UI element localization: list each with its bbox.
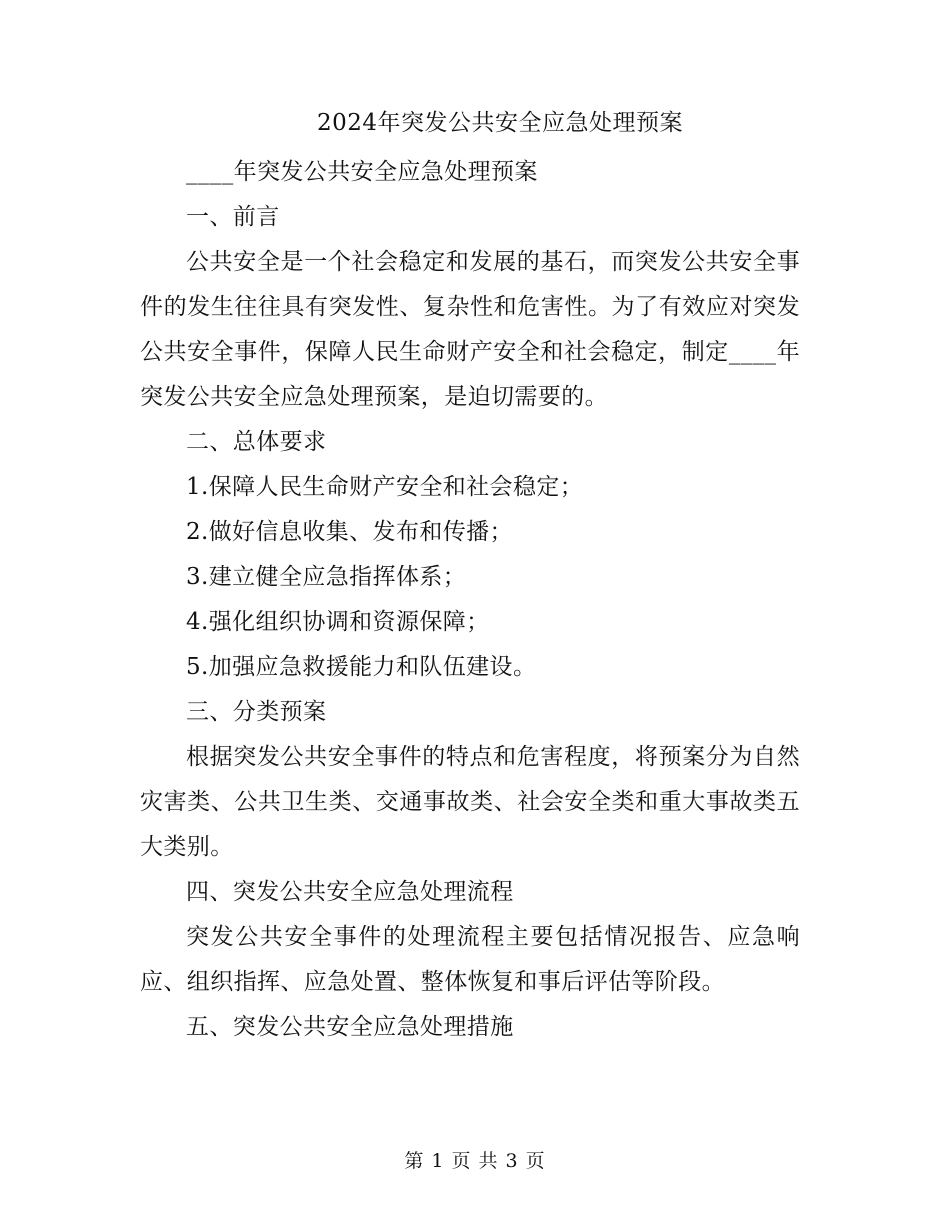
process-paragraph: 突发公共安全事件的处理流程主要包括情况报告、应急响应、组织指挥、应急处置、整体恢复和事后评估等阶段。 [140,924,800,995]
section-heading-measures: 五、突发公共安全应急处理措施 [186,1014,514,1040]
requirement-item-3: 3.建立健全应急指挥体系； [186,564,467,590]
preface-paragraph: 公共安全是一个社会稳定和发展的基石，而突发公共安全事件的发生往往具有突发性、复杂性和危害性。为了有效应对突发公共安全事件，保障人民生命财产安全和社会稳定，制定____年突发公共安全应急处理预案，是迫切需要的。 [140,249,800,410]
requirement-item-2: 2.做好信息收集、发布和传播； [186,519,513,545]
requirement-item-4: 4.强化组织协调和资源保障； [186,609,490,635]
document-title: 2024年突发公共安全应急处理预案 [316,110,684,136]
page-number-footer: 第 1 页 共 3 页 [404,1150,546,1172]
requirement-item-5: 5.加强应急救援能力和队伍建设。 [186,654,537,680]
section-heading-general-requirements: 二、总体要求 [186,429,327,455]
section-heading-preface: 一、前言 [186,204,280,230]
classification-paragraph: 根据突发公共安全事件的特点和危害程度，将预案分为自然灾害类、公共卫生类、交通事故类、社会安全类和重大事故类五大类别。 [140,744,800,860]
subtitle-line: ____年突发公共安全应急处理预案 [186,159,538,185]
section-heading-classification: 三、分类预案 [186,699,327,725]
section-heading-process: 四、突发公共安全应急处理流程 [186,879,514,905]
requirement-item-1: 1.保障人民生命财产安全和社会稳定； [186,474,584,500]
document-body [140,150,800,1050]
